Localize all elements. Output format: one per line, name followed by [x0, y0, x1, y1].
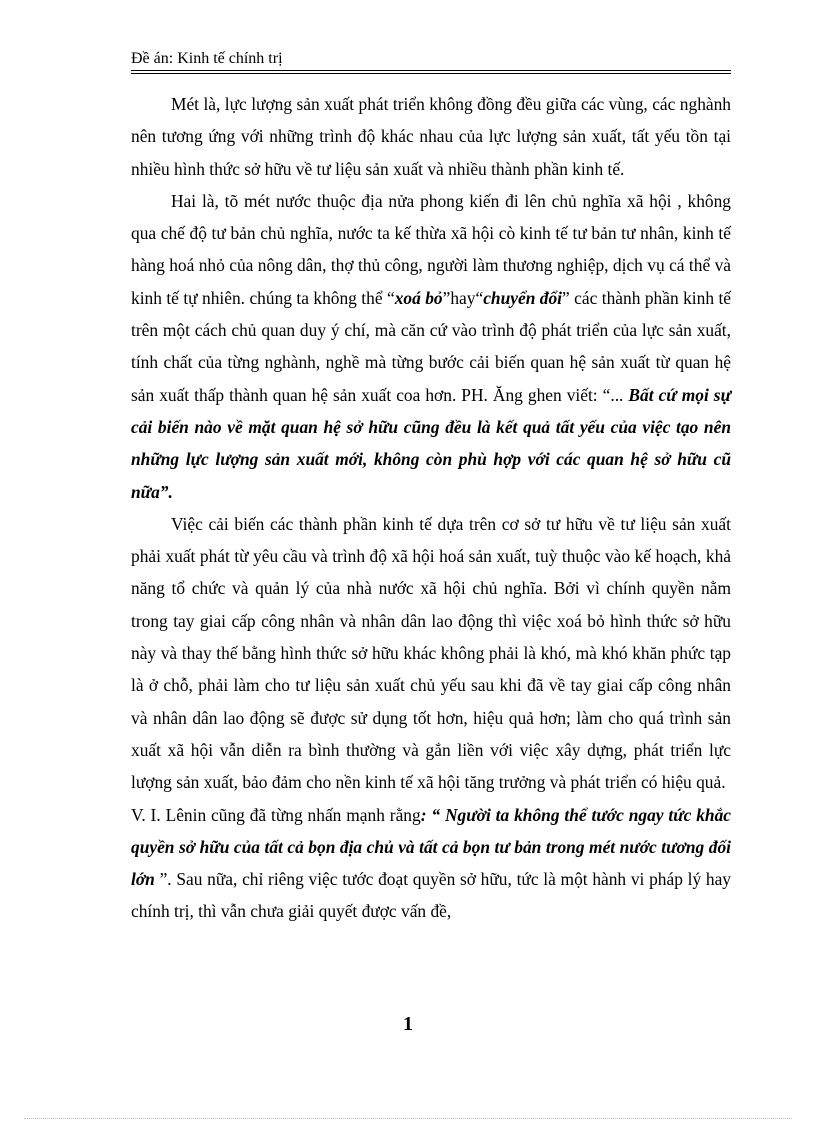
page-bottom-dotted-rule — [24, 1118, 792, 1119]
paragraph-4 — [131, 799, 731, 928]
header-title: Đề án: Kinh tế chính trị — [131, 50, 283, 67]
paragraph-2-emphasis-2: chuyển đổi — [483, 287, 563, 308]
page-number: 1 — [403, 1013, 413, 1035]
engels-quote: Bất cứ mọi sự cải biến nào về mặt quan hệ sở hữu cũng đều là kết quả tất yếu của việc tạo nên những lực lượng sản xuất mới, không còn phù hợp với các quan hệ sở hữu cũ nữa”. — [131, 384, 731, 502]
paragraph-2-text-2: ”hay“ — [442, 287, 484, 308]
paragraph-1: Mét là, lực lượng sản xuất phát triển không đồng đều giữa các vùng, các nghành nên tương ứng với những trình độ khác nhau của lực lượng sản xuất, tất yếu tồn tại nhiều hình thức sở hữu về tư liệu sản xuất và nhiều thành phần kinh tế. — [131, 94, 731, 179]
document-header — [131, 48, 731, 70]
paragraph-2-text-3: ” các thành phần kinh tế trên một cách chủ quan duy ý chí, mà căn cứ vào trình độ phát triển của lực sản xuất, tính chất của từng nghành, nghề mà từng bước cải biến quan hệ sản xuất từ quan hệ sản xuất thấp thành quan hệ sản xuất coa hơn. PH. Ăng ghen viết: “... — [131, 287, 732, 405]
paragraph-3: Việc cải biến các thành phần kinh tế dựa trên cơ sở tư hữu về tư liệu sản xuất phải xuất phát từ yêu cầu và trình độ xã hội hoá sản xuất, tuỳ thuộc vào kế hoạch, khả năng tổ chức và quản lý của nhà nước xã hội chủ nghĩa. Bởi vì chính quyền nằm trong tay giai cấp công nhân và nhân dân lao động thì việc xoá bỏ hình thức sở hữu này và thay thế bằng hình thức sở hữu khác không phải là khó, mà khó khăn phức tạp là ở chỗ, phải làm cho tư liệu sản xuất chủ yếu sau khi đã về tay giai cấp công nhân và nhân dân lao động sẽ được sử dụng tốt hơn, hiệu quả hơn; làm cho quá trình sản xuất xã hội vẫn diễn ra bình thường và gắn liền với việc xây dựng, phát triển lực lượng sản xuất, bảo đảm cho nền kinh tế xã hội tăng trưởng và phát triển có hiệu quả. — [131, 513, 731, 793]
paragraph-4-text-2: ”. Sau nữa, chỉ riêng việc tước đoạt quyền sở hữu, tức là một hành vi pháp lý hay chính trị, thì vẫn chưa giải quyết được vấn đề, — [131, 869, 731, 922]
paragraph-4-text-1: V. I. Lênin cũng đã từng nhấn mạnh rằng — [131, 804, 421, 825]
header-double-rule — [131, 70, 731, 74]
lenin-quote: : “ Người ta không thể tước ngay tức khắc quyền sở hữu của tất cả bọn địa chủ và tất cả bọn tư bản trong mét nước tương đối lớn — [131, 804, 732, 890]
paragraph-2-emphasis-1: xoá bỏ — [394, 287, 443, 308]
paragraph-2 — [131, 185, 731, 508]
paragraph-2-text-1: Hai là, tõ mét nước thuộc địa nửa phong kiến đi lên chủ nghĩa xã hội , không qua chế độ tư bản chủ nghĩa, nước ta kế thừa xã hội cò kinh tế tư bản tư nhân, kinh tế hàng hoá nhỏ của nông dân, thợ thủ công, người làm thương nghiệp, dịch vụ cá thể và kinh tế tự nhiên. chúng ta không thể “ — [131, 190, 731, 308]
document-body — [131, 88, 731, 928]
